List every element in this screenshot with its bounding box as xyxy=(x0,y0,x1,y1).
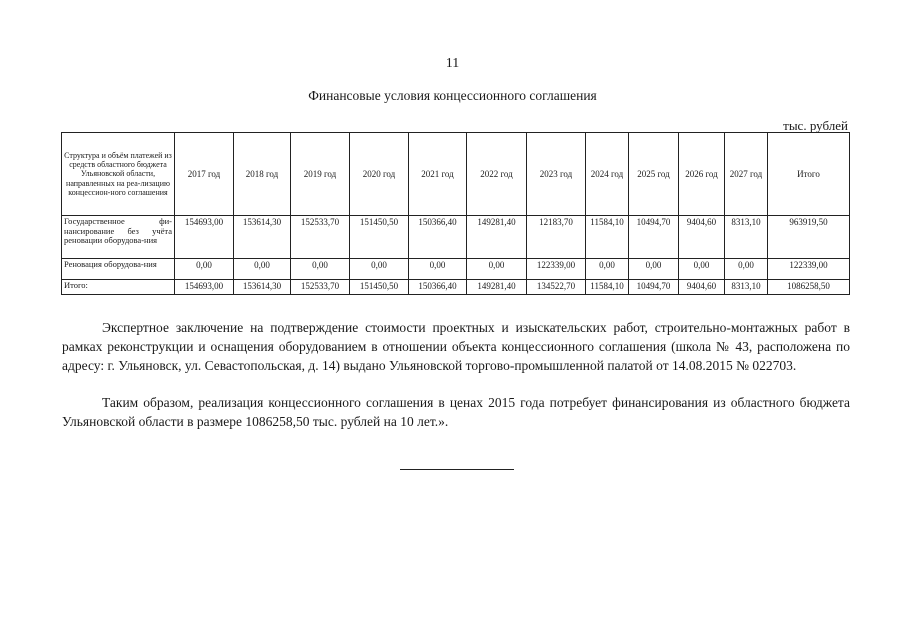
header-cell: 2025 год xyxy=(629,133,679,216)
table-cell: 0,00 xyxy=(467,259,527,280)
table-cell: 154693,00 xyxy=(175,216,234,259)
table-cell: 122339,00 xyxy=(527,259,586,280)
header-cell: 2024 год xyxy=(586,133,629,216)
header-cell: 2020 год xyxy=(350,133,409,216)
table-cell: 10494,70 xyxy=(629,216,679,259)
table-cell: 152533,70 xyxy=(291,280,350,295)
row-label: Государственное фи-нансирование без учёта реновации оборудова-ния xyxy=(62,216,175,259)
table-cell: 152533,70 xyxy=(291,216,350,259)
page-number: 11 xyxy=(445,56,460,71)
table-header-row xyxy=(62,133,850,216)
header-cell: 2027 год xyxy=(725,133,768,216)
table-cell: 134522,70 xyxy=(527,280,586,295)
header-cell: 2022 год xyxy=(467,133,527,216)
table-cell: 149281,40 xyxy=(467,216,527,259)
header-cell: 2017 год xyxy=(175,133,234,216)
table-cell: 151450,50 xyxy=(350,216,409,259)
header-cell: Итого xyxy=(768,133,850,216)
table-cell: 0,00 xyxy=(409,259,467,280)
paragraph-summary: Таким образом, реализация концессионного соглашения в ценах 2015 года потребует финансирования из областного бюджета Ульяновской области в размере 1086258,50 тыс. рублей на 10 лет.». xyxy=(62,395,850,429)
table-cell: 963919,50 xyxy=(768,216,850,259)
table-row-total xyxy=(62,280,850,295)
table-cell: 0,00 xyxy=(234,259,291,280)
table-cell: 151450,50 xyxy=(350,280,409,295)
paragraph-expert-conclusion: Экспертное заключение на подтверждение стоимости проектных и изыскательских работ, строительно-монтажных работ в рамках реконструкции и оснащения оборудованием в отношении объекта концессионного соглашения (школа № 43, расположена по адресу: г. Ульяновск, ул. Севастопольская, д. 14) выдано Ульяновской торгово-промышленной палатой от 14.08.2015 № 022703. xyxy=(62,320,850,373)
table-cell: 150366,40 xyxy=(409,216,467,259)
table-cell: 10494,70 xyxy=(629,280,679,295)
table-row xyxy=(62,216,850,259)
table-cell: 9404,60 xyxy=(679,216,725,259)
table-cell: 8313,10 xyxy=(725,216,768,259)
header-cell: 2018 год xyxy=(234,133,291,216)
header-cell: 2023 год xyxy=(527,133,586,216)
table-cell: 0,00 xyxy=(350,259,409,280)
header-cell: 2021 год xyxy=(409,133,467,216)
table-cell: 150366,40 xyxy=(409,280,467,295)
row-label: Реновация оборудова-ния xyxy=(62,259,175,280)
table-cell: 153614,30 xyxy=(234,216,291,259)
table-cell: 12183,70 xyxy=(527,216,586,259)
table-cell: 0,00 xyxy=(586,259,629,280)
table-cell: 153614,30 xyxy=(234,280,291,295)
table-cell: 11584,10 xyxy=(586,216,629,259)
header-cell: 2019 год xyxy=(291,133,350,216)
financial-conditions-table xyxy=(61,132,850,295)
table-cell: 149281,40 xyxy=(467,280,527,295)
table-cell: 0,00 xyxy=(175,259,234,280)
row-label: Итого: xyxy=(62,280,175,295)
table-cell: 154693,00 xyxy=(175,280,234,295)
header-cell: Структура и объём платежей из средств областного бюджета Ульяновской области, направленных на реа-лизацию концессион-ного соглашения xyxy=(62,133,175,216)
table-cell: 8313,10 xyxy=(725,280,768,295)
table-cell: 9404,60 xyxy=(679,280,725,295)
table-cell: 0,00 xyxy=(291,259,350,280)
header-cell: 2026 год xyxy=(679,133,725,216)
table-cell: 1086258,50 xyxy=(768,280,850,295)
end-divider-line xyxy=(400,469,514,470)
table-cell: 122339,00 xyxy=(768,259,850,280)
table-row xyxy=(62,259,850,280)
table-cell: 0,00 xyxy=(725,259,768,280)
table-cell: 11584,10 xyxy=(586,280,629,295)
units-label: тыс. рублей xyxy=(783,118,848,133)
table-cell: 0,00 xyxy=(679,259,725,280)
table-cell: 0,00 xyxy=(629,259,679,280)
document-title: Финансовые условия концессионного соглашения xyxy=(308,88,597,103)
